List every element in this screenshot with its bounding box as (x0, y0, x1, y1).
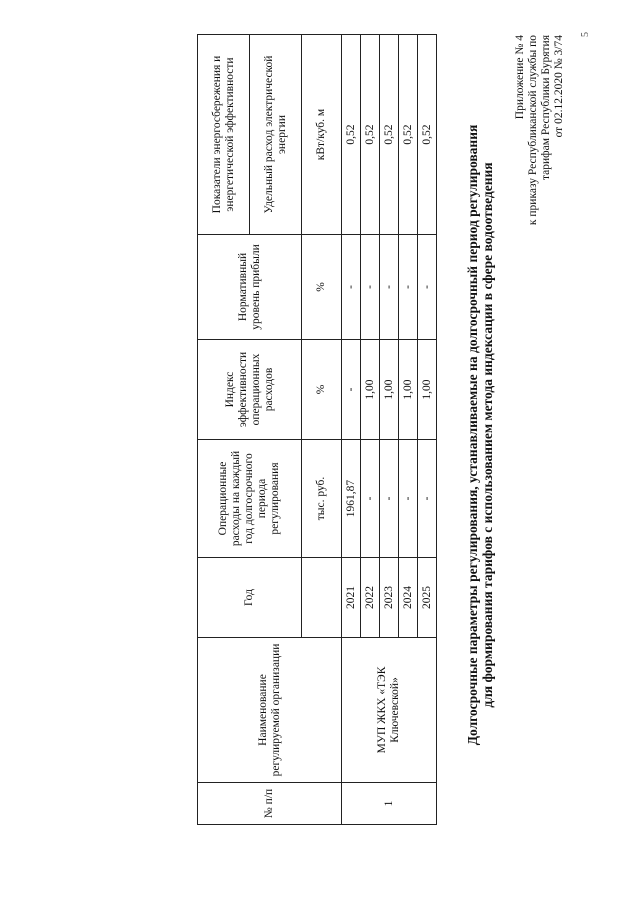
organization-name: МУП ЖКХ «ТЭК Ключевской» (342, 638, 437, 783)
cell-efficiency: 1,00 (380, 340, 399, 440)
document-title (465, 35, 495, 835)
unit-year-empty (302, 558, 342, 638)
cell-year: 2021 (342, 558, 361, 638)
cell-profit: - (380, 235, 399, 340)
unit-energy: кВт/куб. м (302, 35, 342, 235)
cell-profit: - (418, 235, 437, 340)
header-efficiency-index: Индекс эффективности операционных расходов (198, 340, 302, 440)
unit-efficiency: % (302, 340, 342, 440)
header-opex: Операционные расходы на каждый год долгосрочного периода регулирования (198, 440, 302, 558)
cell-profit: - (342, 235, 361, 340)
cell-profit: - (399, 235, 418, 340)
table-row (342, 35, 361, 825)
header-organization: Наименование регулируемой организации (198, 638, 342, 783)
cell-opex: 1961,87 (342, 440, 361, 558)
cell-efficiency: 1,00 (399, 340, 418, 440)
row-number: 1 (342, 783, 437, 825)
cell-energy: 0,52 (361, 35, 380, 235)
cell-year: 2025 (418, 558, 437, 638)
header-year: Год (198, 558, 302, 638)
cell-energy: 0,52 (342, 35, 361, 235)
header-energy-consumption: Удельный расход электрической энергии (250, 35, 302, 235)
cell-opex: - (380, 440, 399, 558)
header-energy-group: Показатели энергосбережения и энергетической эффективности (198, 35, 250, 235)
cell-year: 2022 (361, 558, 380, 638)
cell-opex: - (361, 440, 380, 558)
cell-year: 2023 (380, 558, 399, 638)
unit-opex: тыс. руб. (302, 440, 342, 558)
header-profit-level: Нормативный уровень прибыли (198, 235, 302, 340)
appendix-line-3: тарифам Республики Бурятия (540, 35, 552, 181)
appendix-line-4: от 02.12.2020 № 3/74 (553, 35, 565, 138)
page-number: 5 (580, 32, 591, 37)
cell-energy: 0,52 (380, 35, 399, 235)
cell-energy: 0,52 (399, 35, 418, 235)
title-line-2: для формирования тарифов с использованием метода индексации в сфере водоотведения (480, 162, 495, 708)
parameters-table (197, 34, 437, 825)
appendix-note (514, 35, 566, 305)
unit-profit: % (302, 235, 342, 340)
cell-efficiency: 1,00 (361, 340, 380, 440)
header-num: № п/п (198, 783, 342, 825)
cell-efficiency: - (342, 340, 361, 440)
cell-opex: - (399, 440, 418, 558)
appendix-line-2: к приказу Республиканской службы по (527, 35, 539, 226)
cell-profit: - (361, 235, 380, 340)
cell-opex: - (418, 440, 437, 558)
cell-efficiency: 1,00 (418, 340, 437, 440)
cell-year: 2024 (399, 558, 418, 638)
cell-energy: 0,52 (418, 35, 437, 235)
appendix-line-1: Приложение № 4 (514, 35, 526, 120)
title-line-1: Долгосрочные параметры регулирования, устанавливаемые на долгосрочный период регулирования (465, 124, 480, 746)
